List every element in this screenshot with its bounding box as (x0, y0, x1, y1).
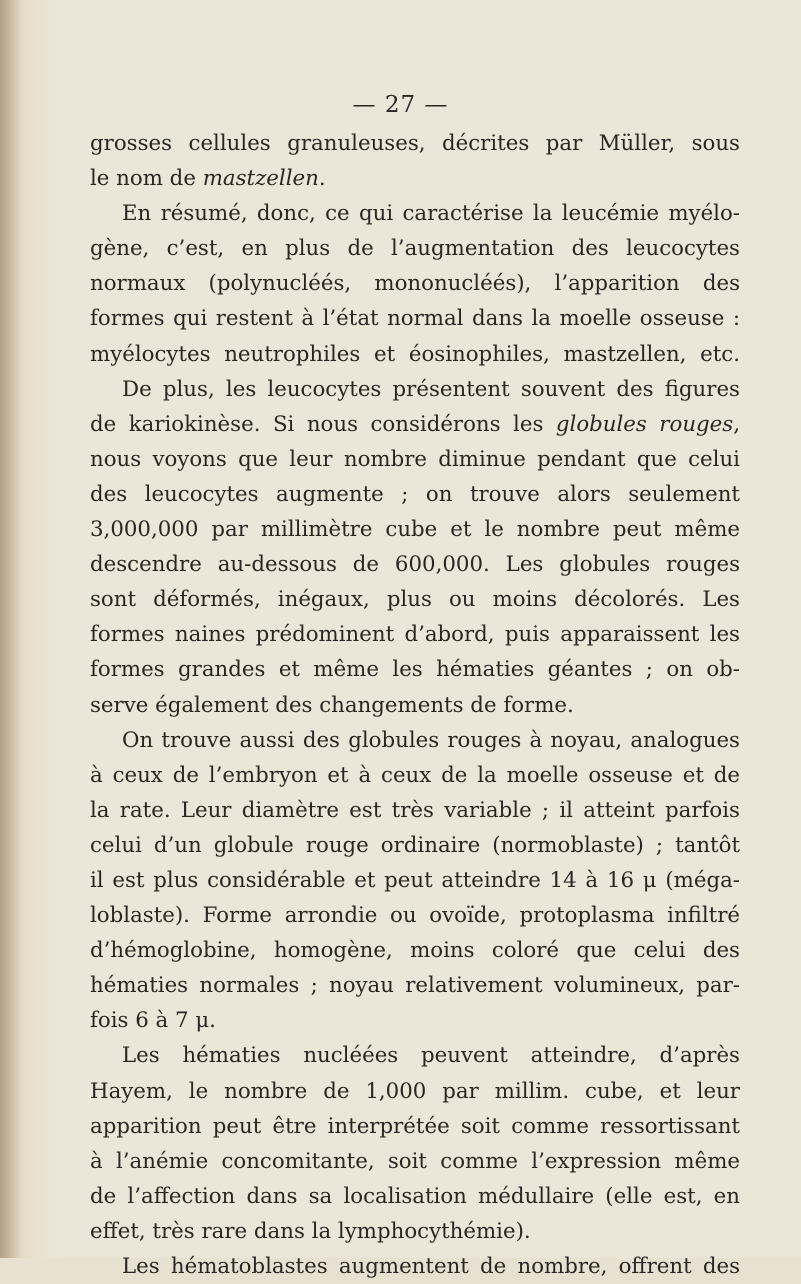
text-line: la rate. Leur diamètre est très variable ; il atteint parfois (90, 797, 740, 823)
text-line: d’hémoglobine, homogène, moins coloré que celui des (90, 938, 740, 964)
text-line: à l’anémie concomitante, soit comme l’expression même (90, 1148, 740, 1174)
text-line: gène, c’est, en plus de l’augmentation des leucocytes (90, 236, 740, 262)
text-line: à ceux de l’embryon et à ceux de la moelle osseuse et de (90, 762, 740, 788)
italic-term: globules rouges (555, 411, 734, 437)
text-line: serve également des changements de forme. (90, 692, 574, 718)
text-line: effet, très rare dans la lymphocythémie). (90, 1218, 531, 1244)
text-line: des leucocytes augmente ; on trouve alors seulement (90, 481, 740, 507)
italic-term: mastzellen (202, 166, 319, 192)
text-line: normaux (polynucléés, mononucléés), l’apparition des (90, 271, 740, 297)
text-line: Les hématoblastes augmentent de nombre, offrent des (122, 1254, 740, 1279)
text-line: 3,000,000 par millimètre cube et le nombre peut même (90, 517, 740, 543)
text-line: formes naines prédominent d’abord, puis apparaissent les (90, 622, 740, 648)
text-line: myélocytes neutrophiles et éosinophiles, mastzellen, etc. (90, 341, 740, 367)
text-line: formes qui restent à l’état normal dans la moelle osseuse : (90, 306, 740, 332)
text-line: celui d’un globule rouge ordinaire (normoblaste) ; tantôt (90, 832, 740, 858)
text-line: hématies normales ; noyau relativement volumineux, par- (90, 973, 740, 999)
text-line: En résumé, donc, ce qui caractérise la leucémie myélo- (122, 201, 740, 227)
body-text (90, 126, 740, 1284)
text-line: De plus, les leucocytes présentent souvent des figures (122, 376, 740, 402)
text-line: nous voyons que leur nombre diminue pendant que celui (90, 446, 740, 472)
text-line: sont déformés, inégaux, plus ou moins décolorés. Les (90, 587, 740, 613)
text-line: grosses cellules granuleuses, décrites par Müller, sous (90, 131, 740, 156)
text-line: formes grandes et même les hématies géantes ; on ob- (90, 657, 740, 683)
text-line: fois 6 à 7 μ. (90, 1008, 216, 1034)
page-number: — 27 — (352, 92, 449, 118)
text-line: Hayem, le nombre de 1,000 par millim. cube, et leur (90, 1078, 740, 1104)
text-line: descendre au-dessous de 600,000. Les globules rouges (90, 552, 740, 578)
text-line: apparition peut être interprétée soit comme ressortissant (90, 1113, 740, 1139)
text-line: loblaste). Forme arrondie ou ovoïde, protoplasma infiltré (90, 903, 740, 929)
text-line: il est plus considérable et peut atteindre 14 à 16 μ (méga- (90, 867, 740, 893)
text-line: le nom de mastzellen. (90, 166, 326, 192)
text-line: de kariokinèse. Si nous considérons les globules rouges, (90, 411, 740, 437)
text-line: Les hématies nucléées peuvent atteindre, d’après (122, 1043, 740, 1069)
text-line: de l’affection dans sa localisation médullaire (elle est, en (90, 1183, 740, 1209)
text-line: On trouve aussi des globules rouges à noyau, analogues (122, 727, 740, 753)
binding-shadow (0, 0, 22, 1258)
